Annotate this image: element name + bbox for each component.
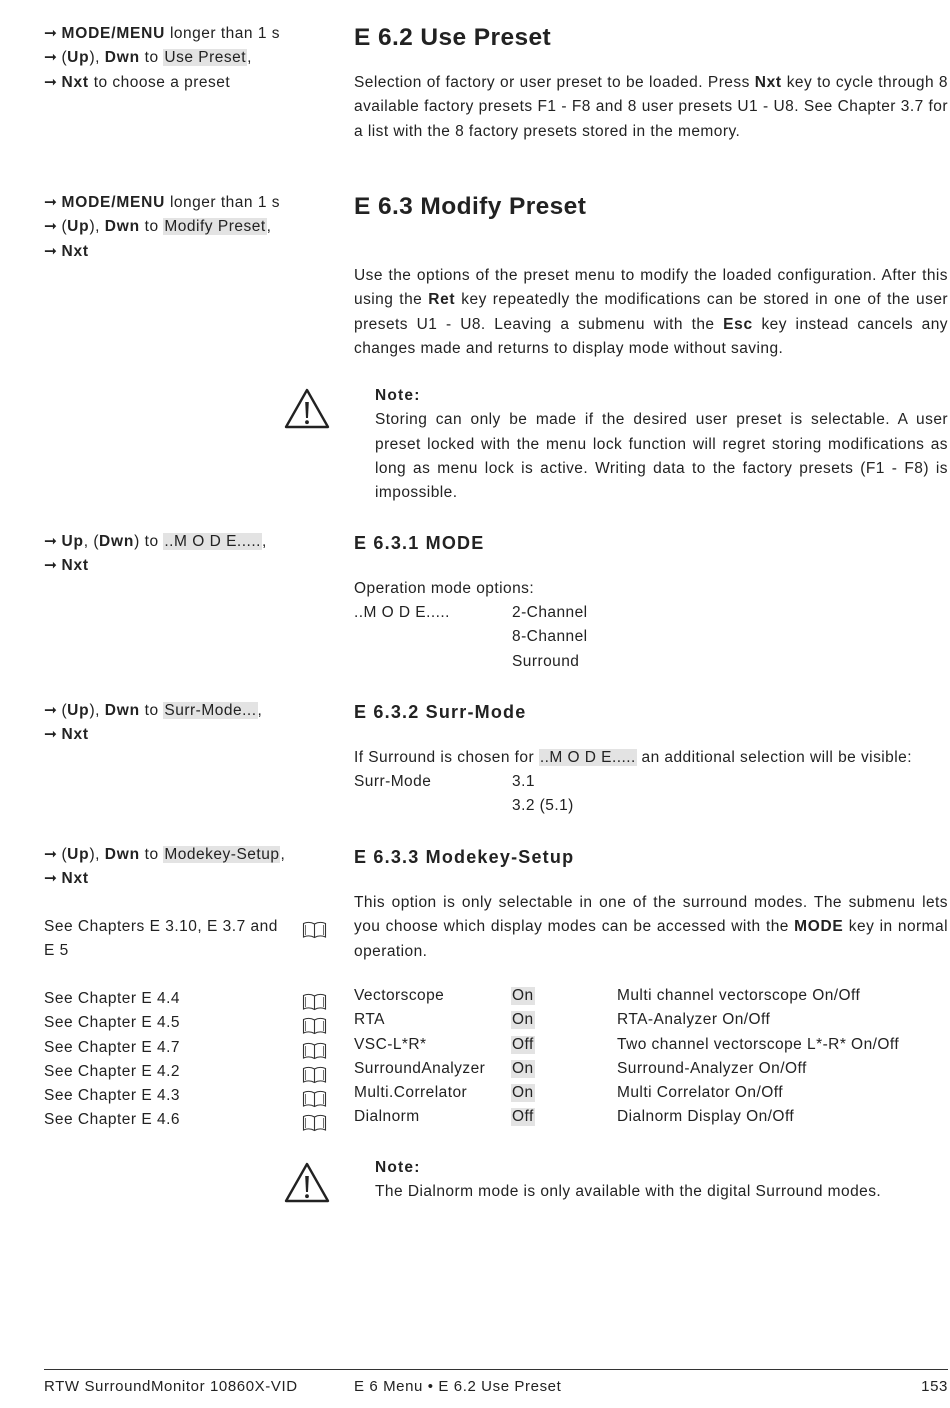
option-value: 3.2 (5.1) [512, 797, 574, 815]
warning-icon [284, 1161, 330, 1203]
step-line: ➞ MODE/MENU longer than 1 s [44, 25, 281, 42]
row-desc: Surround-Analyzer On/Off [617, 1060, 807, 1077]
arrow-right-icon: ➞ [44, 73, 58, 91]
subsection-title: E 6.3.2 Surr-Mode [354, 702, 527, 722]
option-list [512, 770, 712, 819]
book-icon [302, 1017, 327, 1035]
row-name: Multi.Correlator [354, 1084, 468, 1101]
row-desc: Two channel vectorscope L*-R* On/Off [617, 1036, 900, 1053]
paragraph: Selection of factory or user preset to be loaded. Press Nxt key to cycle through 8 available factory presets F1 - F8 and 8 user presets U1 - U8. See Chapter 3.7 for a list with the 8 factory presets stored in the memory. [354, 74, 949, 140]
paragraph: If Surround is chosen for ..M O D E..... an additional selection will be visible: [354, 749, 912, 766]
table-row [354, 1084, 948, 1108]
sidebar-steps-modify-preset [44, 191, 334, 264]
footer-section: E 6 Menu • E 6.2 Use Preset [354, 1378, 562, 1395]
step-line: ➞ (Up), Dwn to Use Preset, [44, 49, 252, 67]
step-line: ➞ (Up), Dwn to Surr-Mode..., [44, 702, 263, 719]
paragraph: Operation mode options: [354, 580, 535, 597]
menu-item-highlight: ..M O D E..... [539, 749, 636, 766]
arrow-right-icon: ➞ [44, 846, 58, 863]
option-value: 8-Channel [512, 628, 588, 646]
book-icon [302, 1114, 327, 1132]
menu-item-highlight: Modify Preset [164, 218, 266, 236]
step-line: ➞ (Up), Dwn to Modify Preset, [44, 218, 272, 236]
option-value: Surround [512, 652, 580, 670]
row-desc: Dialnorm Display On/Off [617, 1108, 795, 1125]
note-text: Storing can only be made if the desired user preset is selectable. A user preset locked with the menu lock function will regret storing modifications as long as menu lock is active. Writing data to the factory presets (F1 - F8) is impossible. [375, 411, 948, 502]
see-chapters-ref: See Chapters E 3.10, E 3.7 and E 5 [44, 918, 278, 960]
page-number: 153 [921, 1378, 948, 1395]
note-title: Note: [375, 1159, 421, 1176]
option-list [512, 601, 712, 674]
arrow-right-icon: ➞ [44, 533, 58, 550]
step-line: ➞ (Up), Dwn to Modekey-Setup, [44, 846, 286, 863]
sidebar-steps-modekey-setup [44, 843, 334, 892]
table-row [354, 987, 948, 1011]
table-row [354, 1060, 948, 1084]
table-row [354, 1011, 948, 1035]
row-value: Off [512, 1108, 534, 1125]
book-icon [302, 993, 327, 1011]
menu-item-highlight: ..M O D E..... [164, 533, 261, 550]
see-chapter-ref: See Chapter E 4.3 [44, 1087, 181, 1104]
row-value: On [512, 1060, 534, 1077]
step-line: ➞ Nxt [44, 557, 89, 575]
table-row [354, 1036, 948, 1060]
note-box [375, 1156, 948, 1205]
book-icon [302, 921, 327, 939]
see-chapter-ref: See Chapter E 4.5 [44, 1014, 181, 1031]
paragraph: This option is only selectable in one of the surround modes. The submenu lets you choose which display modes can be accessed with the MODE key in normal operation. [354, 894, 948, 960]
row-name: SurroundAnalyzer [354, 1060, 486, 1077]
see-chapter-ref: See Chapter E 4.4 [44, 990, 181, 1007]
footer-divider [44, 1369, 948, 1370]
sidebar-steps-mode [44, 530, 334, 579]
book-icon [302, 1090, 327, 1108]
arrow-right-icon: ➞ [44, 218, 58, 236]
step-line: ➞ Nxt [44, 726, 89, 744]
table-row [354, 1108, 948, 1132]
row-value: On [512, 1011, 534, 1028]
row-value: Off [512, 1036, 534, 1053]
arrow-right-icon: ➞ [44, 702, 58, 719]
arrow-right-icon: ➞ [44, 870, 58, 888]
row-name: RTA [354, 1011, 385, 1028]
arrow-right-icon: ➞ [44, 49, 58, 67]
step-line: ➞ Nxt [44, 242, 89, 260]
arrow-right-icon: ➞ [44, 194, 58, 211]
step-line: ➞ Nxt to choose a preset [44, 73, 231, 91]
menu-item-highlight: Modekey-Setup [164, 846, 280, 863]
row-value: On [512, 1084, 534, 1101]
arrow-right-icon: ➞ [44, 25, 58, 42]
note-title: Note: [375, 387, 421, 404]
footer-product: RTW SurroundMonitor 10860X-VID [44, 1378, 298, 1395]
option-value: 2-Channel [512, 604, 588, 621]
row-name: Dialnorm [354, 1108, 420, 1125]
option-label: Surr-Mode [354, 773, 432, 790]
see-chapter-ref: See Chapter E 4.2 [44, 1063, 181, 1080]
option-value: 3.1 [512, 773, 535, 790]
menu-item-highlight: Surr-Mode... [164, 702, 257, 719]
section-title: E 6.2 Use Preset [354, 24, 552, 51]
book-icon [302, 1042, 327, 1060]
row-desc: RTA-Analyzer On/Off [617, 1011, 771, 1028]
step-line: ➞ MODE/MENU longer than 1 s [44, 194, 281, 211]
row-name: VSC-L*R* [354, 1036, 427, 1053]
row-value: On [512, 987, 534, 1004]
see-chapter-ref: See Chapter E 4.6 [44, 1111, 181, 1128]
row-desc: Multi Correlator On/Off [617, 1084, 783, 1101]
step-line: ➞ Up, (Dwn) to ..M O D E....., [44, 533, 267, 550]
option-label: ..M O D E..... [354, 604, 450, 621]
note-text: The Dialnorm mode is only available with the digital Surround modes. [375, 1183, 882, 1201]
see-chapter-ref: See Chapter E 4.7 [44, 1039, 181, 1056]
arrow-right-icon: ➞ [44, 242, 58, 260]
row-name: Vectorscope [354, 987, 445, 1004]
book-icon [302, 1066, 327, 1084]
arrow-right-icon: ➞ [44, 726, 58, 744]
subsection-title: E 6.3.3 Modekey-Setup [354, 847, 575, 867]
arrow-right-icon: ➞ [44, 557, 58, 575]
step-line: ➞ Nxt [44, 870, 89, 888]
row-desc: Multi channel vectorscope On/Off [617, 987, 861, 1004]
note-box [375, 384, 948, 505]
paragraph: Use the options of the preset menu to modify the loaded configuration. After this using the Ret key repeatedly the modifications can be stored in one of the user presets U1 - U8. Leaving a submenu with the Esc key instead cancels any changes made and returns to display mode without saving. [354, 267, 949, 357]
sidebar-steps-surr-mode [44, 699, 334, 748]
sidebar-steps-use-preset [44, 22, 334, 95]
subsection-title: E 6.3.1 MODE [354, 533, 485, 553]
section-title: E 6.3 Modify Preset [354, 193, 587, 220]
warning-icon [284, 387, 330, 429]
menu-item-highlight: Use Preset [164, 49, 247, 67]
